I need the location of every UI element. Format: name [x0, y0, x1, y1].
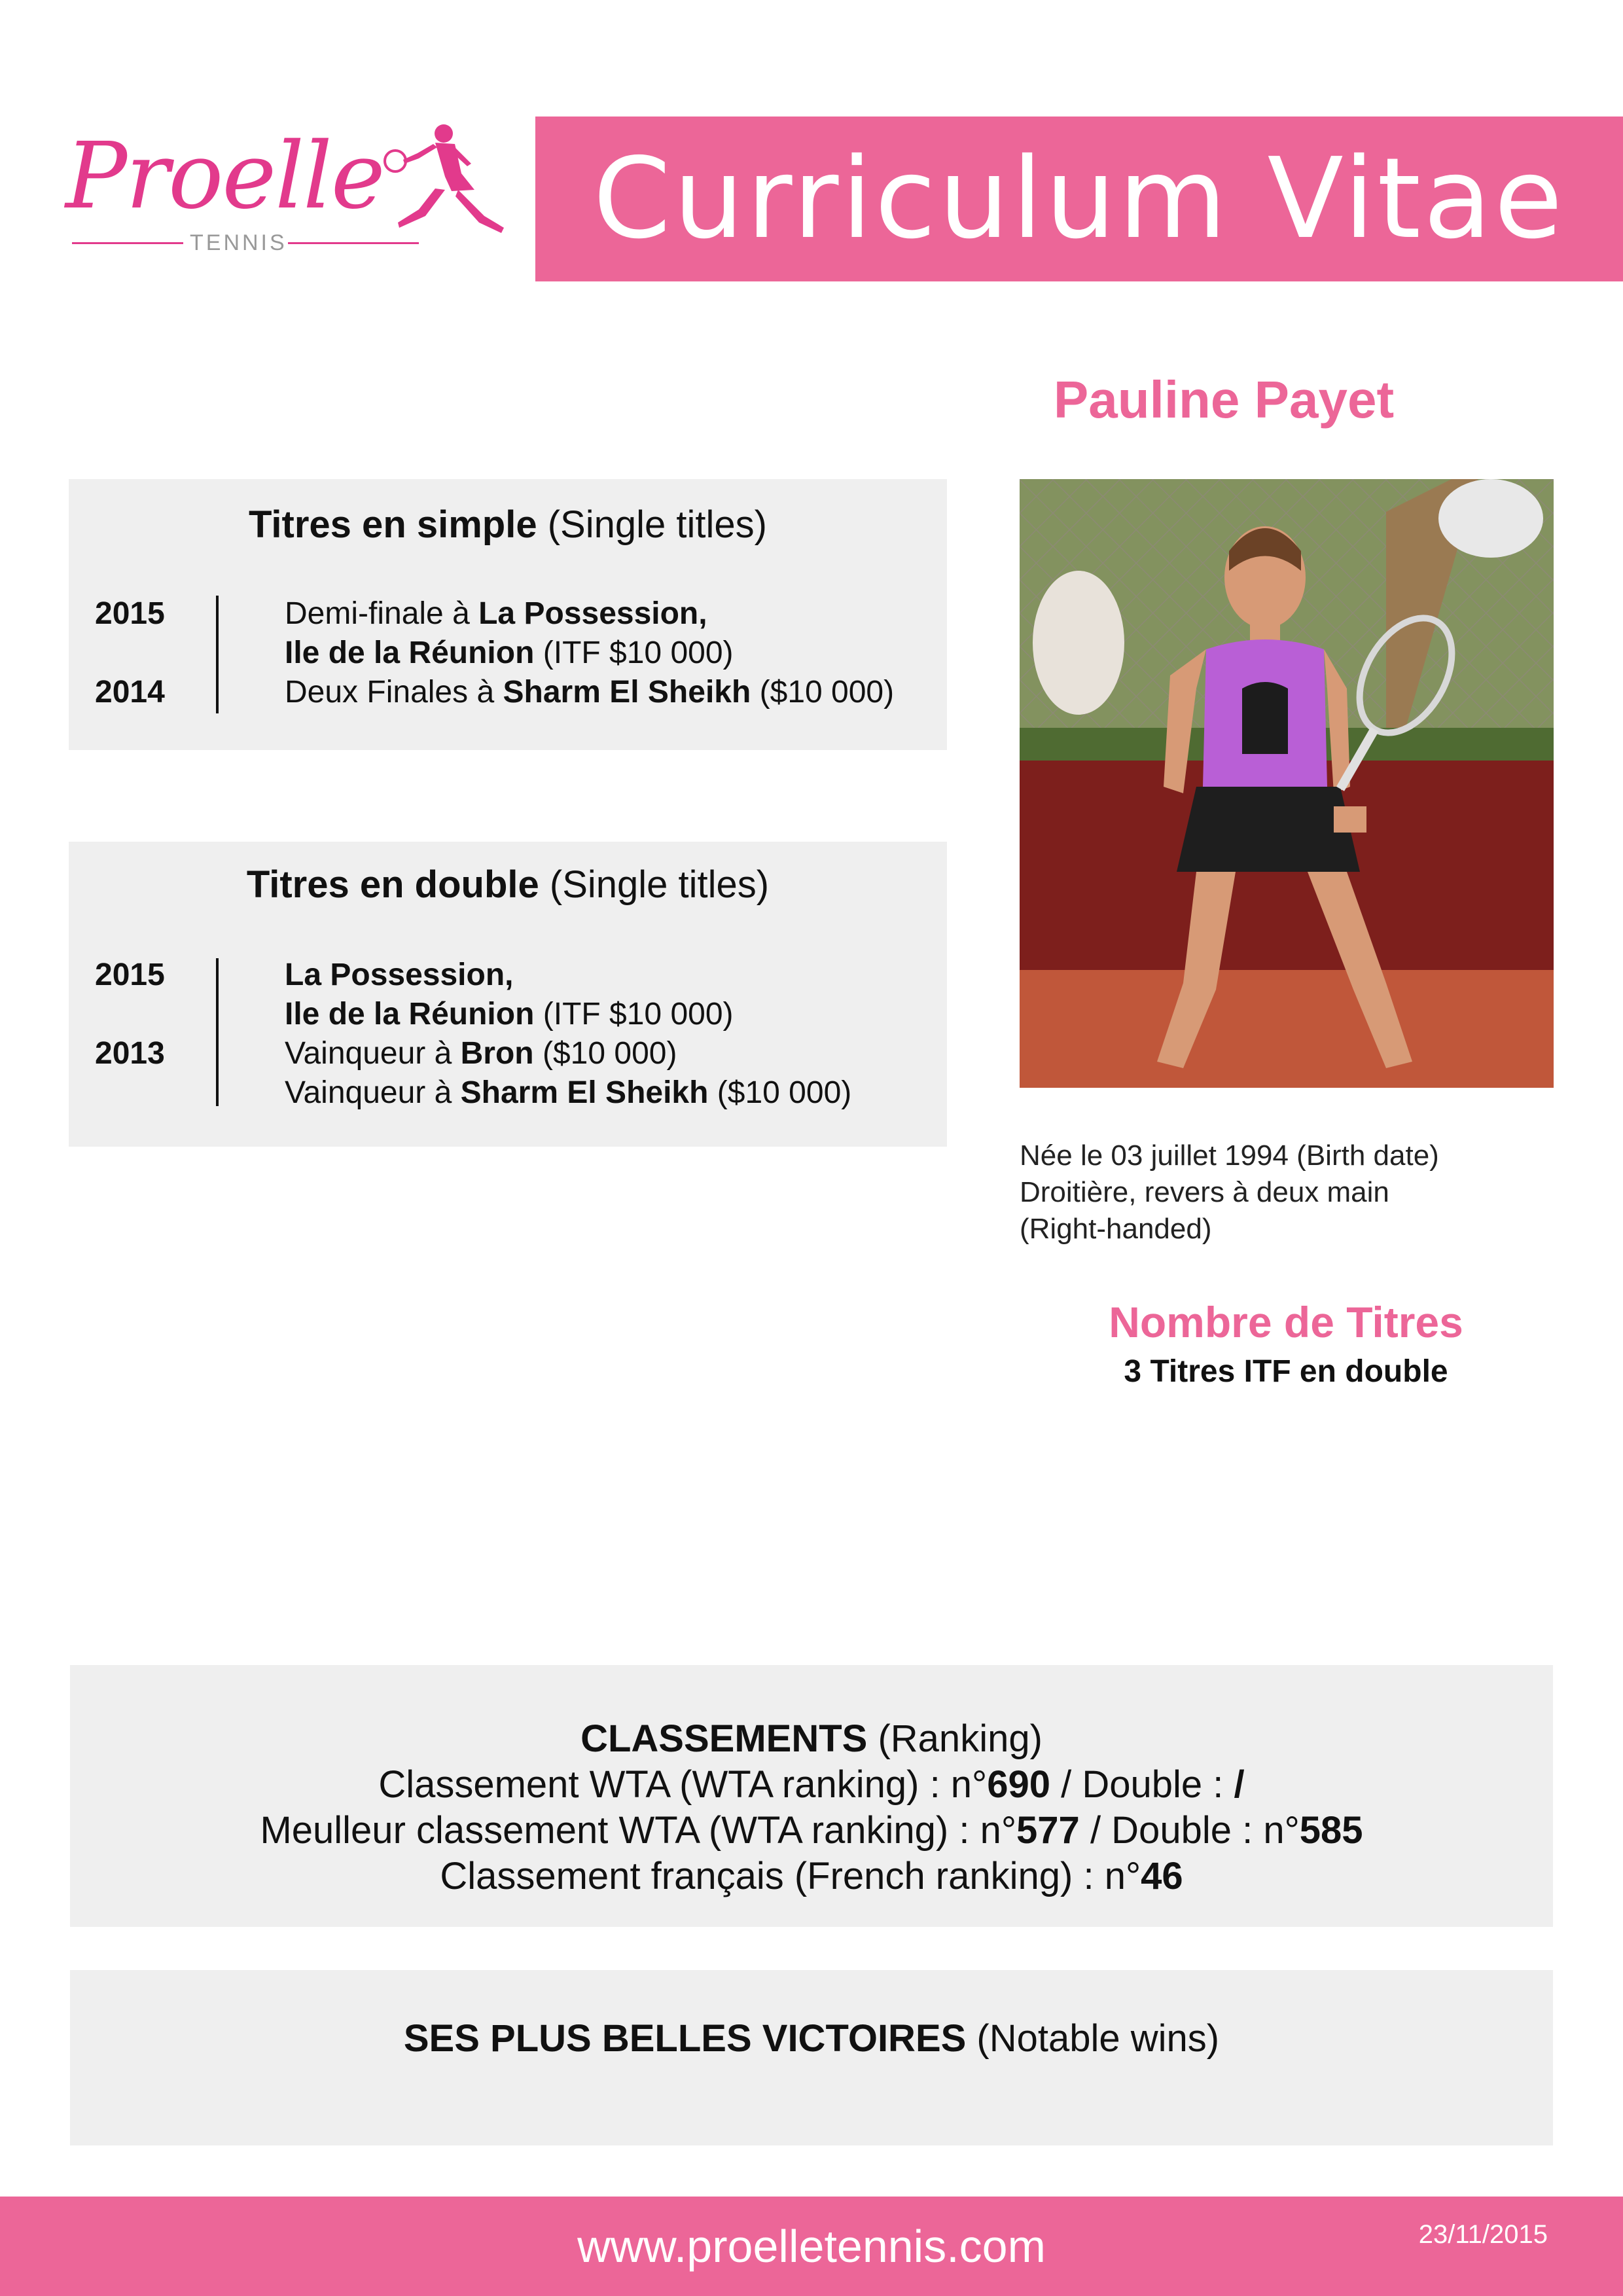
doubles-year: 2015 — [95, 958, 165, 992]
doubles-entry: Vainqueur à Bron ($10 000) — [285, 1036, 677, 1071]
doubles-entry: Vainqueur à Sharm El Sheikh ($10 000) — [285, 1075, 852, 1110]
victories-panel — [70, 1970, 1553, 2145]
ranking-french: Classement français (French ranking) : n°46 — [440, 1855, 1183, 1897]
player-photo — [1020, 479, 1554, 1088]
doubles-title: Titres en double (Single titles) — [246, 863, 770, 906]
titles-count — [1021, 1297, 1551, 1390]
doubles-entry: Ile de la Réunion (ITF $10 000) — [285, 997, 734, 1031]
bio-handedness-en: (Right-handed) — [1020, 1213, 1212, 1245]
logo-subtitle: TENNIS — [190, 230, 287, 255]
website-link[interactable]: www.proelletennis.com — [577, 2221, 1046, 2272]
titles-count-heading: Nombre de Titres — [1109, 1298, 1463, 1346]
player-photo-illustration — [1020, 479, 1554, 1088]
singles-year: 2015 — [95, 596, 165, 631]
singles-entry: Demi-finale à La Possession, — [285, 596, 707, 631]
titles-count-value: 3 Titres ITF en double — [1124, 1354, 1448, 1389]
tennis-player-icon — [327, 118, 524, 249]
bio-birth-date: Née le 03 juillet 1994 (Birth date) — [1020, 1139, 1439, 1172]
page-title: Curriculum Vitae — [593, 134, 1565, 264]
singles-entry: Ile de la Réunion (ITF $10 000) — [285, 636, 734, 670]
proelle-logo — [65, 124, 471, 268]
rankings-panel — [70, 1665, 1553, 1927]
singles-divider — [216, 596, 219, 713]
ranking-wta: Classement WTA (WTA ranking) : n°690 / Double : / — [378, 1763, 1245, 1806]
doubles-panel — [69, 842, 947, 1147]
logo-wordmark: Proelle — [65, 123, 384, 230]
title-band — [535, 117, 1623, 281]
document-date: 23/11/2015 — [1418, 2220, 1548, 2249]
logo-rule-left — [72, 242, 183, 244]
ranking-best-wta: Meulleur classement WTA (WTA ranking) : n°577 / Double : n°585 — [260, 1809, 1363, 1852]
singles-year: 2014 — [95, 675, 165, 709]
victories-title: SES PLUS BELLES VICTOIRES (Notable wins) — [403, 2017, 1220, 2060]
player-name: Pauline Payet — [1053, 370, 1395, 429]
doubles-entry: La Possession, — [285, 958, 514, 992]
singles-panel — [69, 479, 947, 750]
doubles-year: 2013 — [95, 1036, 165, 1071]
footer — [0, 2197, 1623, 2296]
bio-handedness: Droitière, revers à deux main — [1020, 1176, 1389, 1208]
player-bio — [1020, 1138, 1439, 1247]
rankings-title: CLASSEMENTS (Ranking) — [580, 1717, 1043, 1760]
singles-title: Titres en simple (Single titles) — [249, 503, 767, 546]
singles-entry: Deux Finales à Sharm El Sheikh ($10 000) — [285, 675, 895, 709]
doubles-divider — [216, 958, 219, 1106]
